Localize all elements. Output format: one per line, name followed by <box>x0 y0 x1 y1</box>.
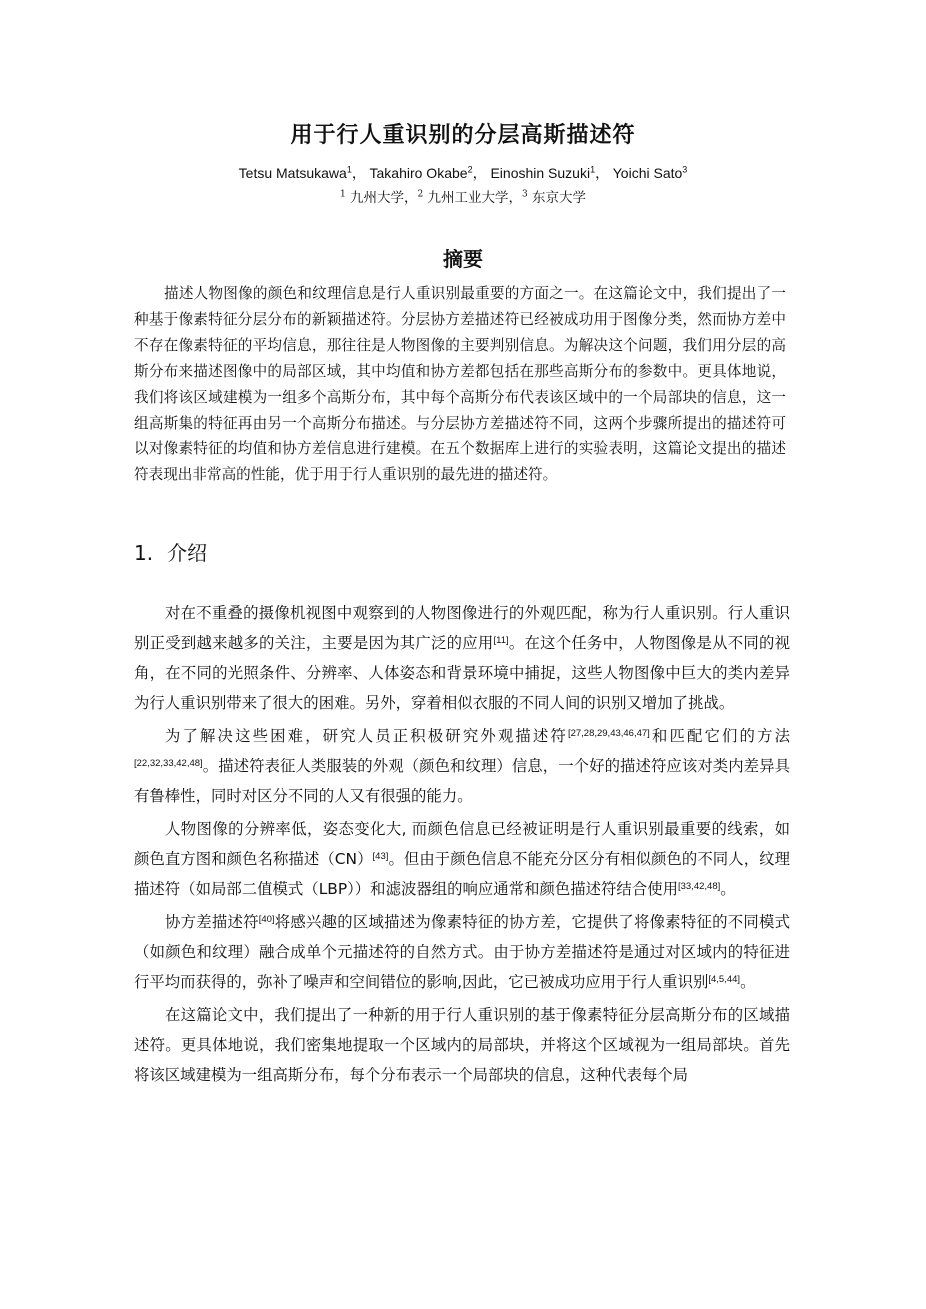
author-affiliation-mark: 2 <box>467 164 473 175</box>
author-affiliation-mark: 3 <box>682 164 688 175</box>
citation-ref: [4,5,44] <box>708 974 741 985</box>
author-separator: ， <box>472 165 487 181</box>
paragraph-text: 在这篇论文中，我们提出了一种新的用于行人重识别的基于像素特征分层高斯分布的区域描述符。更具体地说，我们密集地提取一个区域内的局部块，并将这个区域视为一组局部块。首先将该区域建模为一组高斯分布，每个分布表示一个局部块的信息，这种代表每个局 <box>134 1006 790 1084</box>
affiliation-name: 九州大学， <box>349 190 418 206</box>
author-name: Tetsu Matsukawa <box>238 165 347 181</box>
paragraph-text: 。描述符表征人类服装的外观（颜色和纹理）信息，一个好的描述符应该对类内差异具有鲁棒性，同时对区分不同的人又有很强的能力。 <box>134 757 790 805</box>
body-paragraph <box>134 1000 790 1090</box>
paragraph-text: 。但由于颜色信息不能充分区分有相似颜色的不同人，纹理描述符（如局部二值模式（LBP））和滤波器组的响应通常和颜色描述符结合使用 <box>134 850 790 898</box>
body-paragraph <box>134 598 790 718</box>
author-list <box>0 163 926 183</box>
author-name: Yoichi Sato <box>612 165 683 181</box>
body-text <box>134 598 790 1093</box>
affiliation-list <box>0 186 926 206</box>
author-affiliation-mark: 1 <box>590 164 596 175</box>
author-separator: ， <box>351 165 366 181</box>
citation-ref: [22,32,33,42,48] <box>134 758 203 769</box>
section-title: 介绍 <box>167 541 208 565</box>
author-separator: ， <box>595 165 610 181</box>
paragraph-text: 。 <box>720 880 736 898</box>
paragraph-text: 协方差描述符 <box>165 913 259 931</box>
affiliation-name: 九州工业大学， <box>427 190 523 206</box>
abstract-heading: 摘要 <box>443 247 483 271</box>
author-name: Einoshin Suzuki <box>490 165 591 181</box>
affiliation-number: 2 <box>417 189 424 200</box>
paragraph-text: 。 <box>740 973 756 991</box>
citation-ref: [27,28,29,43,46,47] <box>567 728 650 739</box>
author-name: Takahiro Okabe <box>369 165 468 181</box>
citation-ref: [43] <box>372 851 389 862</box>
abstract-text: 描述人物图像的颜色和纹理信息是行人重识别最重要的方面之一。在这篇论文中，我们提出了一种基于像素特征分层分布的新颖描述符。分层协方差描述符已经被成功用于图像分类，然而协方差中不存在像素特征的平均信息，那往往是人物图像的主要判别信息。为解决这个问题，我们用分层的高斯分布来描述图像中的局部区域，其中均值和协方差都包括在那些高斯分布的参数中。更具体地说，我们将该区域建模为一组多个高斯分布，其中每个高斯分布代表该区域中的一个局部块的信息，这一组高斯集的特征再由另一个高斯分布描述。与分层协方差描述符不同，这两个步骤所提出的描述符可以对像素特征的均值和协方差信息进行建模。在五个数据库上进行的实验表明，这篇论文提出的描述符表现出非常高的性能，优于用于行人重识别的最先进的描述符。 <box>134 285 786 484</box>
section-heading <box>134 537 207 566</box>
citation-ref: [40] <box>258 914 275 925</box>
affiliation-name: 东京大学 <box>532 190 587 206</box>
paragraph-text: 和匹配它们的方法 <box>649 727 790 745</box>
paragraph-text: 将感兴趣的区域描述为像素特征的协方差，它提供了将像素特征的不同模式（如颜色和纹理）融合成单个元描述符的自然方式。由于协方差描述符是通过对区域内的特征进行平均而获得的，弥补了噪声和空间错位的影响,因此，它已被成功应用于行人重识别 <box>134 913 790 991</box>
paragraph-text: 为了解决这些困难，研究人员正积极研究外观描述符 <box>165 727 568 745</box>
paragraph-text: 人物图像的分辨率低，姿态变化大, 而颜色信息已经被证明是行人重识别最重要的线索，如颜色直方图和颜色名称描述（CN） <box>134 820 790 868</box>
body-paragraph <box>134 907 790 997</box>
author-affiliation-mark: 1 <box>346 164 352 175</box>
body-paragraph <box>134 814 790 904</box>
paragraph-text: 对在不重叠的摄像机视图中观察到的人物图像进行的外观匹配，称为行人重识别。行人重识别正受到越来越多的关注，主要是因为其广泛的应用 <box>134 604 790 652</box>
citation-ref: [11] <box>493 635 509 646</box>
citation-ref: [33,42,48] <box>678 881 721 892</box>
affiliation-number: 1 <box>339 189 346 200</box>
paper-title: 用于行人重识别的分层高斯描述符 <box>290 123 636 148</box>
section-number: 1. <box>134 541 154 565</box>
body-paragraph <box>134 721 790 811</box>
affiliation-number: 3 <box>522 189 528 200</box>
paragraph-text: 。在这个任务中，人物图像是从不同的视角，在不同的光照条件、分辨率、人体姿态和背景环境中捕捉，这些人物图像中巨大的类内差异为行人重识别带来了很大的困难。另外，穿着相似衣服的不同人间的识别又增加了挑战。 <box>134 634 790 712</box>
